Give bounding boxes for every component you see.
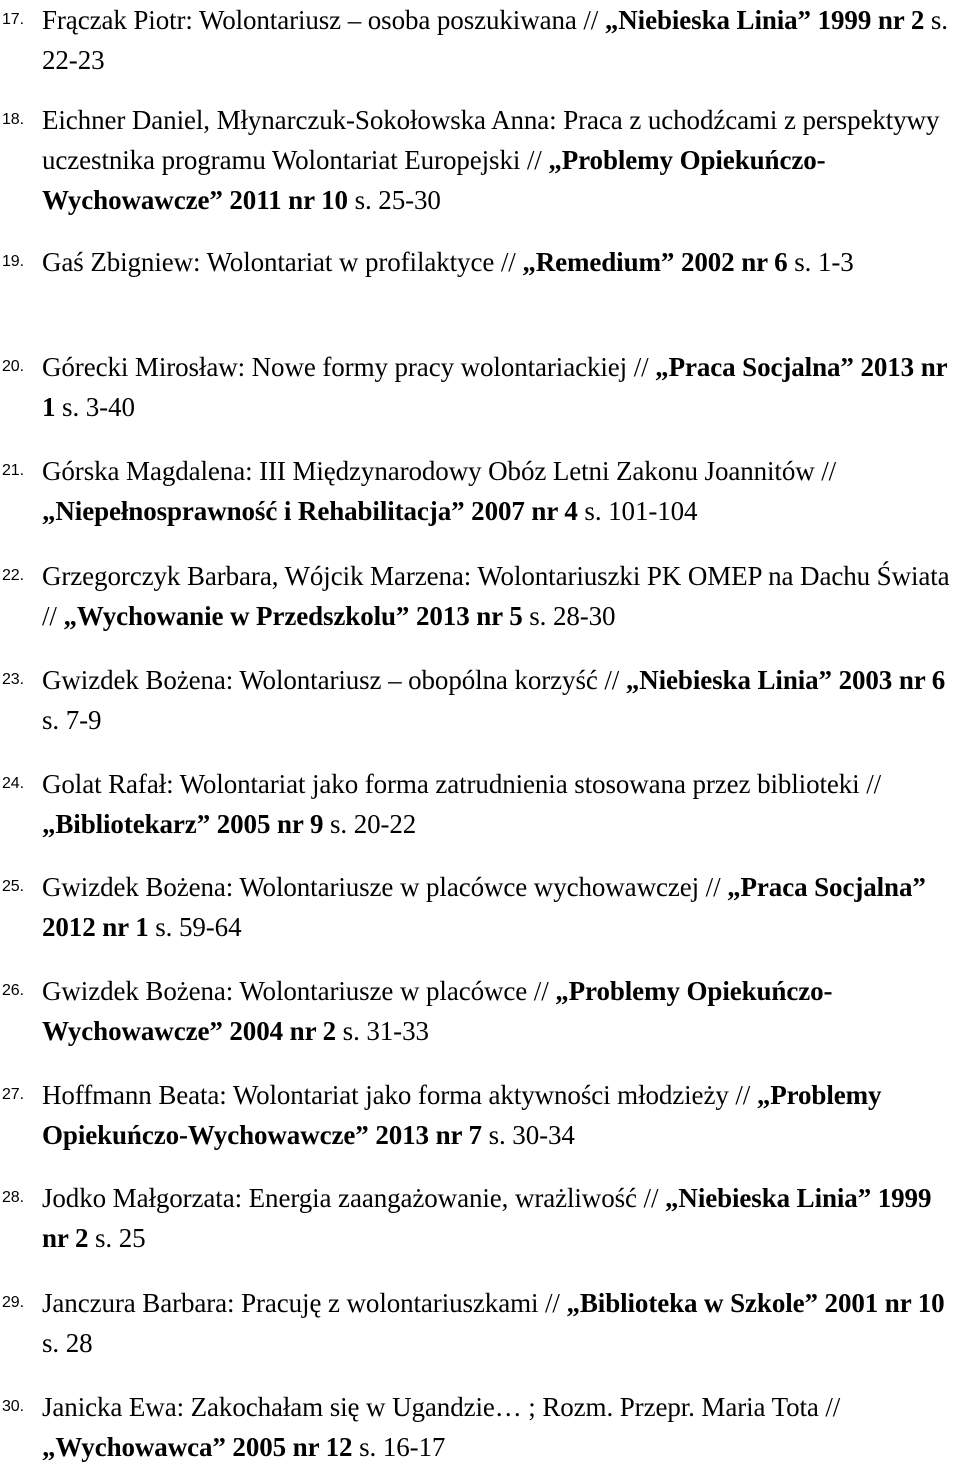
entry-pages: s. 7-9: [42, 705, 102, 735]
entry-author-title: Golat Rafał: Wolontariat jako forma zatrudnienia stosowana przez biblioteki //: [42, 769, 882, 799]
entry-pages: s. 59-64: [148, 912, 242, 942]
entry-author-title: Gwizdek Bożena: Wolontariusze w placówce wychowawczej //: [42, 872, 728, 902]
entry-pages: s. 28-30: [522, 601, 616, 631]
entry-journal: „Niebieska Linia”: [604, 5, 811, 35]
bibliography-entry: [0, 971, 960, 1051]
entry-journal: „Niebieska Linia”: [665, 1183, 872, 1213]
entry-issue: 2003 nr 6: [831, 665, 946, 695]
entry-pages: s. 3-40: [55, 392, 135, 422]
entry-number: 17 .: [2, 0, 24, 40]
entry-issue: 2011 nr 10: [222, 185, 348, 215]
entry-journal: „Bibliotekarz”: [42, 809, 211, 839]
entry-journal: „Problemy Opiekuńczo-Wychowawcze”: [42, 976, 833, 1046]
entry-author-title: Grzegorczyk Barbara, Wójcik Marzena: Wolontariuszki PK OMEP na Dachu Świata //: [42, 561, 950, 631]
entry-pages: s. 1-3: [787, 247, 854, 277]
entry-number: 22 .: [2, 556, 24, 596]
entry-number: 25 .: [2, 867, 24, 907]
entry-pages: s. 22-23: [42, 5, 948, 75]
entry-issue: 2005 nr 12: [225, 1432, 353, 1462]
bibliography-entry: [0, 660, 960, 740]
bibliography-entry: [0, 1178, 960, 1258]
entry-author-title: Jodko Małgorzata: Energia zaangażowanie, wrażliwość //: [42, 1183, 666, 1213]
entry-pages: s. 30-34: [481, 1120, 575, 1150]
entry-issue: 2001 nr 10: [817, 1288, 945, 1318]
entry-pages: s. 101-104: [577, 496, 698, 526]
bibliography-entry: [0, 1283, 960, 1363]
bibliography-entry: [0, 242, 960, 282]
entry-journal: „Praca Socjalna”: [727, 872, 926, 902]
entry-number: 24 .: [2, 764, 24, 804]
entry-journal: „Praca Socjalna”: [655, 352, 854, 382]
bibliography-entry: [0, 1075, 960, 1155]
entry-issue: 2013 nr 5: [409, 601, 523, 631]
bibliography-entry: [0, 0, 960, 80]
entry-author-title: Frączak Piotr: Wolontariusz – osoba poszukiwana //: [42, 5, 605, 35]
bibliography-entry: [0, 867, 960, 947]
entry-pages: s. 28: [42, 1328, 93, 1358]
bibliography-entry: [0, 556, 960, 636]
entry-author-title: Eichner Daniel, Młynarczuk-Sokołowska Anna: Praca z uchodźcami z perspektywy uczestnika programu Wolontariat Europejski //: [42, 105, 940, 175]
entry-number: 30 .: [2, 1387, 24, 1427]
entry-number: 28 .: [2, 1178, 24, 1218]
entry-issue: 2013 nr 1: [42, 352, 948, 422]
entry-number: 21 .: [2, 451, 24, 491]
entry-pages: s. 25-30: [347, 185, 441, 215]
entry-author-title: Górska Magdalena: III Międzynarodowy Obóz Letni Zakonu Joannitów //: [42, 456, 837, 486]
entry-issue: 2004 nr 2: [222, 1016, 337, 1046]
entry-journal: „Wychowanie w Przedszkolu”: [63, 601, 410, 631]
entry-author-title: Janczura Barbara: Pracuję z wolontariuszkami //: [42, 1288, 567, 1318]
entry-journal: „Wychowawca”: [42, 1432, 226, 1462]
entry-number: 23 .: [2, 660, 24, 700]
entry-author-title: Gaś Zbigniew: Wolontariat w profilaktyce //: [42, 247, 523, 277]
entry-author-title: Gwizdek Bożena: Wolontariusze w placówce //: [42, 976, 556, 1006]
entry-issue: 2005 nr 9: [210, 809, 324, 839]
entry-author-title: Hoffmann Beata: Wolontariat jako forma aktywności młodzieży //: [42, 1080, 757, 1110]
entry-pages: s. 16-17: [352, 1432, 446, 1462]
entry-issue: 2013 nr 7: [368, 1120, 482, 1150]
entry-number: 19 .: [2, 242, 24, 282]
entry-number: 29 .: [2, 1283, 24, 1323]
entry-issue: 1999 nr 2: [42, 1183, 932, 1253]
entry-number: 18 .: [2, 100, 24, 140]
entry-journal: „Problemy Opiekuńczo-Wychowawcze”: [42, 1080, 882, 1150]
entry-issue: 2007 nr 4: [464, 496, 578, 526]
entry-journal: „Niepełnosprawność i Rehabilitacja”: [42, 496, 465, 526]
entry-author-title: Janicka Ewa: Zakochałam się w Ugandzie… ; Rozm. Przepr. Maria Tota //: [42, 1392, 841, 1422]
entry-author-title: Górecki Mirosław: Nowe formy pracy wolontariackiej //: [42, 352, 656, 382]
entry-issue: 2002 nr 6: [674, 247, 788, 277]
entry-number: 20 .: [2, 347, 24, 387]
entry-number: 27 .: [2, 1075, 24, 1115]
entry-author-title: Gwizdek Bożena: Wolontariusz – obopólna korzyść //: [42, 665, 626, 695]
entry-pages: s. 31-33: [336, 1016, 429, 1046]
bibliography-entry: [0, 1387, 960, 1467]
entry-issue: 2012 nr 1: [42, 912, 149, 942]
bibliography-entry: [0, 347, 960, 427]
bibliography-entry: [0, 451, 960, 531]
entry-issue: 1999 nr 2: [810, 5, 925, 35]
bibliography-entry: [0, 764, 960, 844]
entry-journal: „Niebieska Linia”: [625, 665, 832, 695]
entry-journal: „Remedium”: [522, 247, 675, 277]
entry-number: 26 .: [2, 971, 24, 1011]
entry-pages: s. 25: [88, 1223, 146, 1253]
entry-journal: „Problemy Opiekuńczo-Wychowawcze”: [42, 145, 826, 215]
entry-pages: s. 20-22: [323, 809, 417, 839]
bibliography-entry: [0, 100, 960, 220]
entry-journal: „Biblioteka w Szkole”: [566, 1288, 818, 1318]
